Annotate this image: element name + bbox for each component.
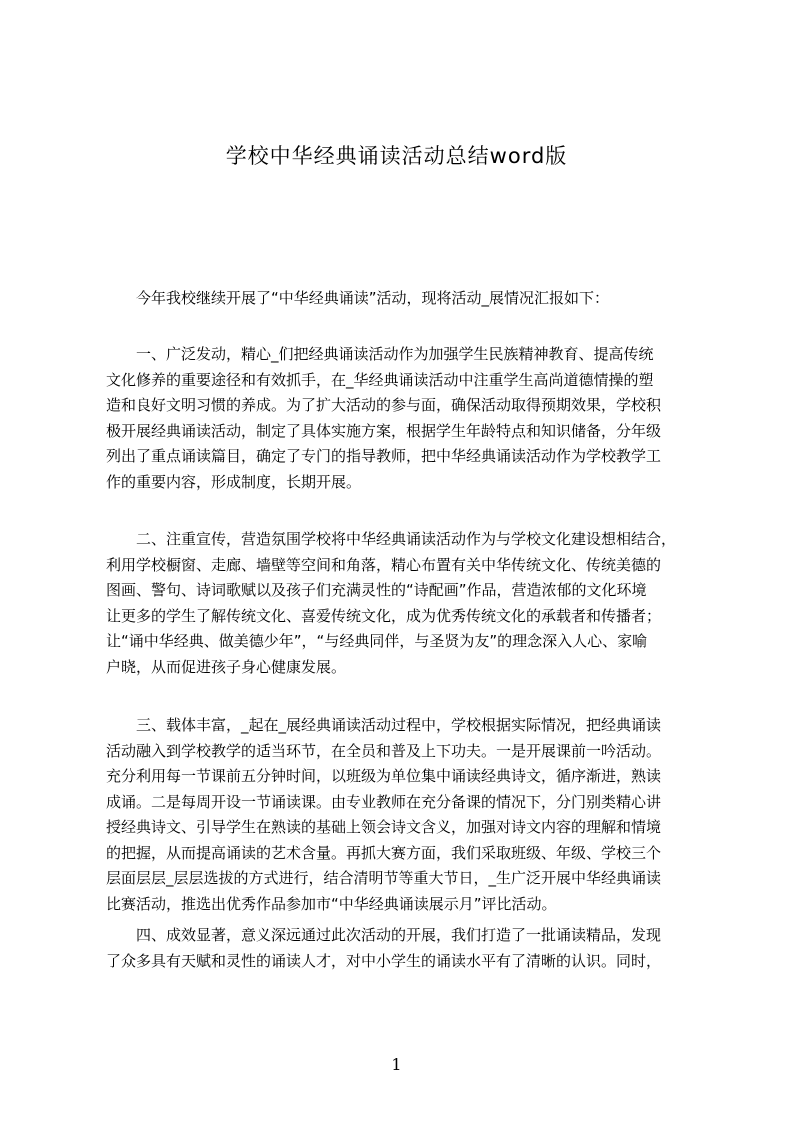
paragraph-section-2 (106, 527, 702, 680)
document-title: 学校中华经典诵读活动总结word版 (225, 144, 568, 168)
text-line: 三、载体丰富，_起在_展经典诵读活动过程中，学校根据实际情况，把经典诵读 (106, 716, 662, 734)
text-line: 列出了重点诵读篇目，确定了专门的指导教师，把中华经典诵读活动作为学校教学工 (106, 447, 662, 465)
paragraph-section-1 (106, 342, 702, 495)
text-line: 一、广泛发动，精心_们把经典诵读活动作为加强学生民族精神教育、提高传统 (106, 345, 654, 363)
paragraph-intro (106, 286, 702, 312)
text-line: 户晓，从而促进孩子身心健康发展。 (106, 657, 347, 676)
text-line: 造和良好文明习惯的养成。为了扩大活动的参与面，确保活动取得预期效果，学校积 (106, 396, 662, 414)
text-line: 成诵。二是每周开设一节诵读课。由专业教师在充分备课的情况下，分门别类精心讲 (106, 792, 662, 811)
text-line: 极开展经典诵读活动，制定了具体实施方案，根据学生年龄特点和知识储备，分年级 (106, 421, 662, 440)
text-line: 让“诵中华经典、做美德少年”，“与经典同伴，与圣贤为友”的理念深入人心、家喻 (106, 632, 648, 650)
paragraph-section-4 (106, 923, 702, 974)
text-line: 了众多具有天赋和灵性的诵读人才，对中小学生的诵读水平有了清晰的认识。同时， (106, 951, 662, 970)
text-line: 充分利用每一节课前五分钟时间，以班级为单位集中诵读经典诗文，循序渐进，熟读 (106, 767, 662, 785)
text-line: 让更多的学生了解传统文化、喜爱传统文化，成为优秀传统文化的承载者和传播者； (106, 606, 662, 625)
text-line: 比赛活动，推选出优秀作品参加市“中华经典诵读展示月”评比活动。 (106, 894, 557, 913)
text-line: 活动融入到学校教学的适当环节，在全员和普及上下功夫。一是开展课前一吟活动。 (106, 741, 662, 760)
text-line: 的把握，从而提高诵读的艺术含量。再抓大赛方面，我们采取班级、年级、学校三个 (106, 843, 662, 862)
text-line: 四、成效显著，意义深远通过此次活动的开展，我们打造了一批诵读精品，发现 (106, 926, 662, 944)
paragraph-section-3 (106, 713, 702, 917)
text-line: 层面层层_层层选拔的方式进行，结合清明节等重大节日，_生广泛开展中华经典诵读 (106, 869, 662, 887)
text-line: 图画、警句、诗词歌赋以及孩子们充满灵性的“诗配画”作品，营造浓郁的文化环境 (106, 581, 647, 599)
text-line: 授经典诗文、引导学生在熟读的基础上领会诗文含义，加强对诗文内容的理解和情境 (106, 818, 662, 836)
text-line: 利用学校橱窗、走廊、墙壁等空间和角落，精心布置有关中华传统文化、传统美德的 (106, 555, 662, 574)
page-number: 1 (391, 1055, 402, 1074)
text-line: 今年我校继续开展了“中华经典诵读”活动，现将活动_展情况汇报如下： (106, 289, 610, 307)
text-line: 文化修养的重要途径和有效抓手，在_华经典诵读活动中注重学生高尚道德情操的塑 (106, 370, 654, 389)
text-line: 作的重要内容，形成制度，长期开展。 (106, 472, 362, 491)
text-line: 二、注重宣传，营造氛围学校将中华经典诵读活动作为与学校文化建设想相结合， (106, 530, 677, 548)
